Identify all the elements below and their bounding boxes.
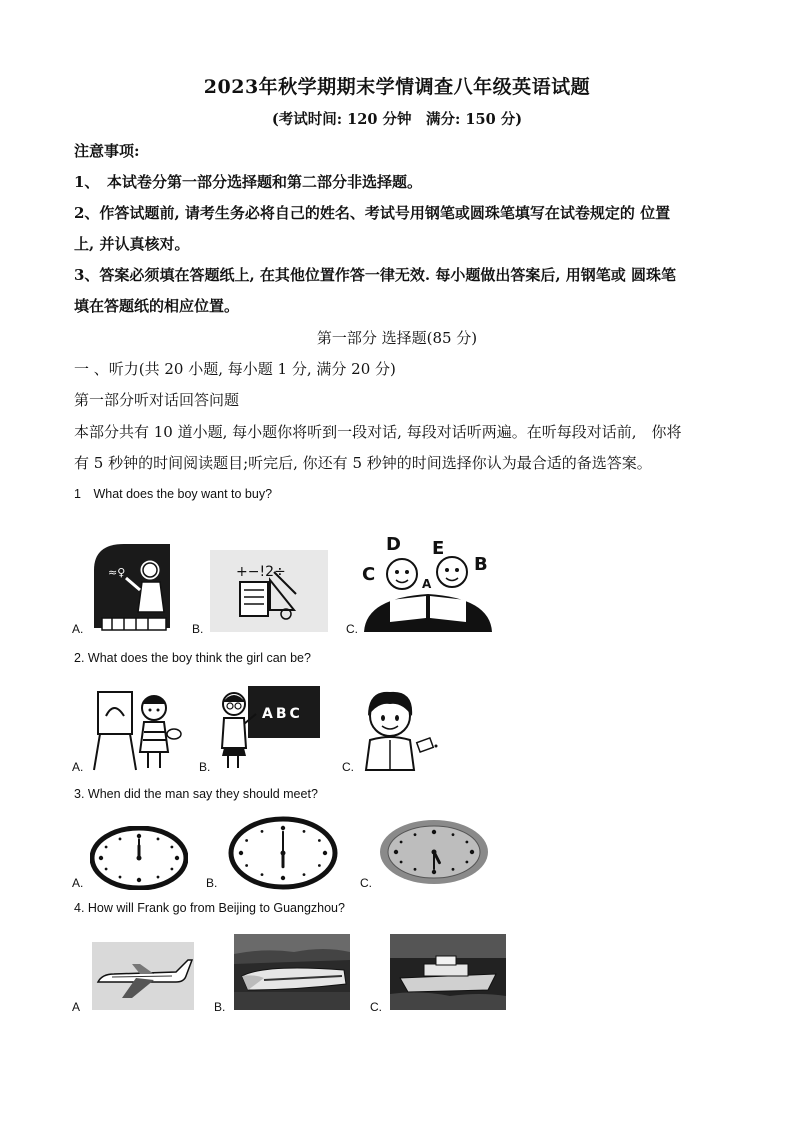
q4-option-c-ship-image: [390, 934, 506, 1010]
note-1: 1、 本试卷分第一部分选择题和第二部分非选择题。: [74, 173, 422, 191]
listening-subsection: 第一部分听对话回答问题: [74, 391, 240, 409]
note-2-line1: 2、作答试题前, 请考生务必将自己的姓名、考试号用钢笔或圆珠笔填写在试卷规定的 位置: [74, 204, 671, 222]
q2-option-c-doctor-image: [360, 688, 440, 772]
q1-option-a-label: A.: [72, 622, 84, 636]
question-1: 1 What does the boy want to buy?: [74, 487, 273, 501]
letter-a: A: [422, 577, 432, 591]
letter-b: B: [474, 554, 488, 575]
clock-tick: [157, 876, 160, 879]
clock-tick: [157, 838, 160, 841]
clock-tick: [452, 868, 455, 871]
q2-option-b-label: B.: [199, 760, 211, 774]
q1-option-b-stationery-image: [210, 550, 328, 632]
exam-title: 2023年秋学期期末学情调查八年级英语试题: [203, 76, 591, 98]
clock-tick: [105, 846, 108, 849]
clock-tick: [171, 868, 174, 871]
clock-tick: [261, 873, 264, 876]
clock-tick: [99, 856, 103, 860]
q3-option-c-label: C.: [360, 876, 372, 890]
clock-tick: [470, 850, 474, 854]
q4-option-b-label: B.: [214, 1000, 226, 1014]
q1-option-c-letters-image: [360, 528, 496, 634]
q3-option-c-clock: [378, 818, 490, 886]
q4-option-a-label: A: [72, 1000, 81, 1014]
clock-tick: [466, 861, 469, 864]
board-text: ABC: [262, 706, 303, 722]
clock-tick: [400, 861, 403, 864]
q3-option-a-clock: [90, 826, 188, 890]
letter-d: D: [386, 534, 401, 555]
question-3: 3. When did the man say they should meet?: [74, 787, 318, 801]
q2-option-a-label: A.: [72, 760, 84, 774]
clock-tick: [261, 830, 264, 833]
letter-e: E: [432, 538, 445, 559]
clock-tick: [137, 878, 141, 882]
question-2: 2. What does the boy think the girl can be?: [74, 651, 311, 665]
instructions-line2: 有 5 秒钟的时间阅读题目;听完后, 你还有 5 秒钟的时间选择你认为最合适的备选答案。: [74, 454, 652, 472]
q1-option-a-teacher-image: [88, 540, 172, 632]
clock-tick: [318, 864, 321, 867]
clock-tick: [414, 833, 417, 836]
q2-option-c-label: C.: [342, 760, 354, 774]
svg-text:≈♀: ≈♀: [108, 566, 126, 579]
clock-tick: [281, 826, 285, 830]
note-2-line2: 上, 并认真核对。: [74, 235, 190, 253]
clock-tick: [323, 851, 327, 855]
note-3-line1: 3、答案必须填在答题纸上, 在其他位置作答一律无效. 每小题做出答案后, 用钢笔或 圆珠笔: [74, 266, 676, 284]
q3-option-b-clock: [228, 816, 338, 890]
clock-tick: [303, 873, 306, 876]
q4-option-a-plane-image: [92, 942, 194, 1010]
q4-option-b-train-image: [234, 934, 350, 1010]
q2-option-b-teacher-image: [216, 684, 322, 770]
exam-subtitle: (考试时间: 120 分钟 满分: 150 分): [271, 111, 523, 128]
clock-tick: [119, 838, 122, 841]
q3-option-a-label: A.: [72, 876, 84, 890]
clock-tick: [318, 839, 321, 842]
clock-tick: [394, 850, 398, 854]
q1-option-c-label: C.: [346, 622, 358, 636]
letter-c: C: [362, 564, 376, 585]
clock-tick: [239, 851, 243, 855]
listening-section: 一 、听力(共 20 小题, 每小题 1 分, 满分 20 分): [74, 360, 396, 378]
part1-heading: 第一部分 选择题(85 分): [316, 329, 478, 347]
question-4: 4. How will Frank go from Beijing to Guangzhou?: [74, 901, 345, 915]
clock-tick: [414, 868, 417, 871]
notes-heading: 注意事项:: [74, 142, 140, 160]
clock-tick: [400, 841, 403, 844]
clock-tick: [466, 841, 469, 844]
note-3-line2: 填在答题纸的相应位置。: [74, 297, 240, 315]
clock-tick: [119, 876, 122, 879]
svg-text:+−!2÷: +−!2÷: [236, 564, 286, 580]
q2-option-a-painter-image: [92, 686, 182, 772]
clock-tick: [171, 846, 174, 849]
clock-tick: [245, 864, 248, 867]
clock-tick: [281, 876, 285, 880]
q1-option-b-label: B.: [192, 622, 204, 636]
clock-tick: [452, 833, 455, 836]
q4-option-c-label: C.: [370, 1000, 382, 1014]
clock-tick: [432, 870, 436, 874]
clock-tick: [303, 830, 306, 833]
clock-tick: [137, 834, 141, 838]
clock-tick: [175, 856, 179, 860]
instructions-line1: 本部分共有 10 道小题, 每小题你将听到一段对话, 每段对话听两遍。在听每段对话前, 你将: [74, 423, 682, 441]
clock-tick: [105, 868, 108, 871]
q3-option-b-label: B.: [206, 876, 218, 890]
clock-tick: [432, 830, 436, 834]
clock-tick: [245, 839, 248, 842]
